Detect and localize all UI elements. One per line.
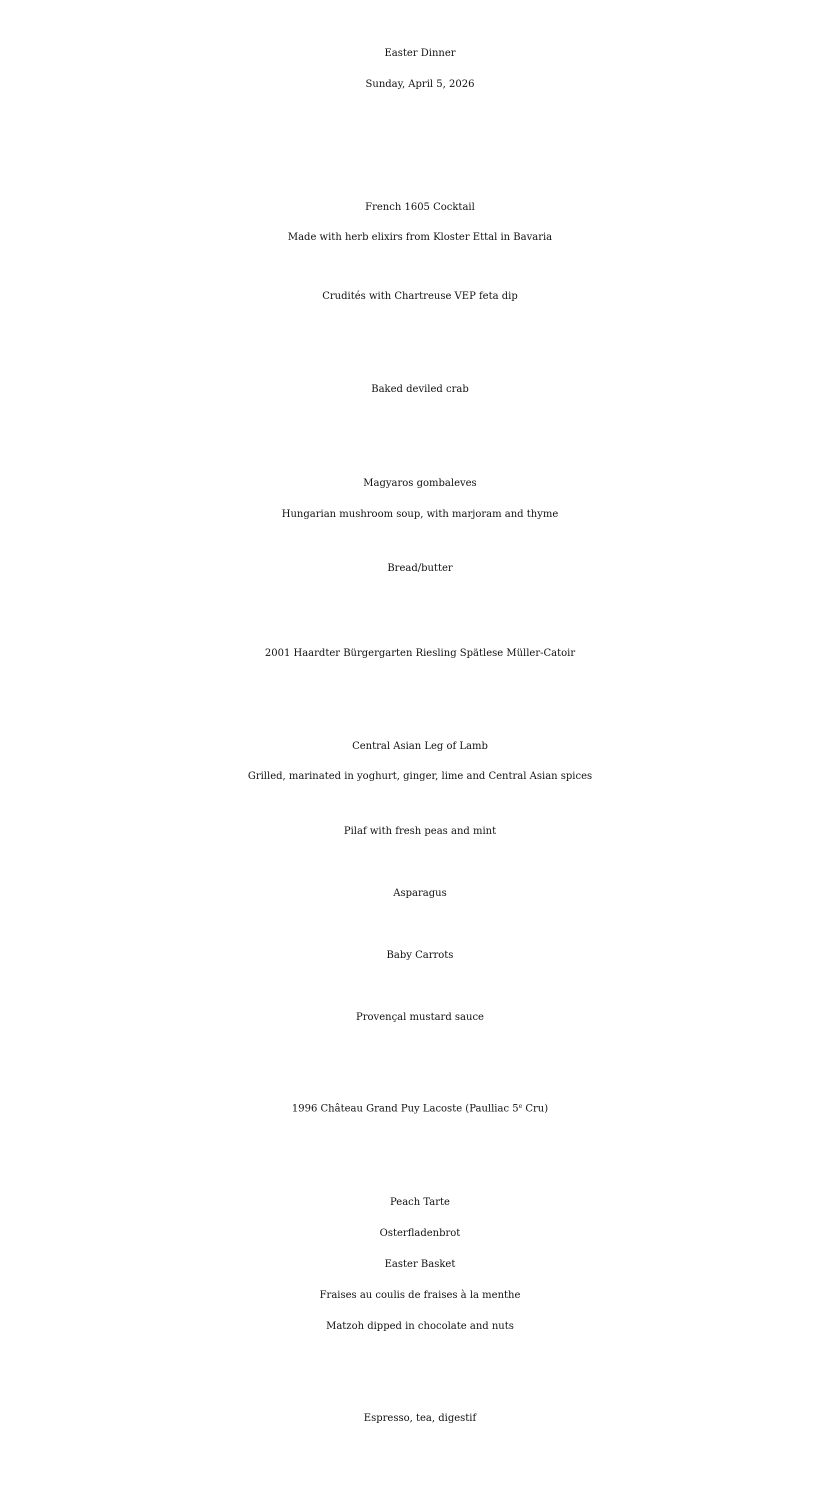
- menu-date: Sunday, April 5, 2026: [365, 79, 475, 90]
- dish-note: Hungarian mushroom soup, with marjoram and thyme: [281, 509, 559, 520]
- wine-pairing-white: 2001 Haardter Bürgergarten Riesling Spätlese Müller-Catoir: [264, 648, 576, 659]
- sauce: Provençal mustard sauce: [356, 1012, 484, 1023]
- side-dish: Asparagus: [393, 888, 447, 899]
- side-dish: Pilaf with fresh peas and mint: [343, 826, 497, 837]
- wine-superscript: e: [518, 1103, 523, 1110]
- wine-name: 1996 Château Grand Puy Lacoste (Paulliac 5: [291, 1103, 519, 1115]
- finish-course: Espresso, tea, digestif: [363, 1413, 477, 1424]
- menu-title: Easter Dinner: [384, 48, 456, 59]
- wine-pairing-red: [0, 1104, 840, 1114]
- side-dish: Baby Carrots: [386, 950, 454, 961]
- dish-name: Magyaros gombaleves: [363, 478, 477, 489]
- dish-note: Made with herb elixirs from Kloster Ettal in Bavaria: [287, 232, 553, 243]
- wine-suffix: Cru): [522, 1103, 549, 1115]
- dish-name: Bread/butter: [387, 563, 453, 574]
- dessert-item: Fraises au coulis de fraises à la menthe: [319, 1290, 521, 1301]
- dish-name: Crudités with Chartreuse VEP feta dip: [322, 291, 518, 302]
- dessert-item: Easter Basket: [384, 1259, 456, 1270]
- dish-name: Baked deviled crab: [371, 384, 469, 395]
- dish-note: Grilled, marinated in yoghurt, ginger, lime and Central Asian spices: [247, 771, 593, 782]
- dish-name: Central Asian Leg of Lamb: [352, 741, 488, 752]
- dessert-item: Peach Tarte: [390, 1197, 450, 1208]
- dish-name: French 1605 Cocktail: [365, 202, 475, 213]
- dessert-item: Osterfladenbrot: [379, 1228, 461, 1239]
- dessert-item: Matzoh dipped in chocolate and nuts: [326, 1321, 514, 1332]
